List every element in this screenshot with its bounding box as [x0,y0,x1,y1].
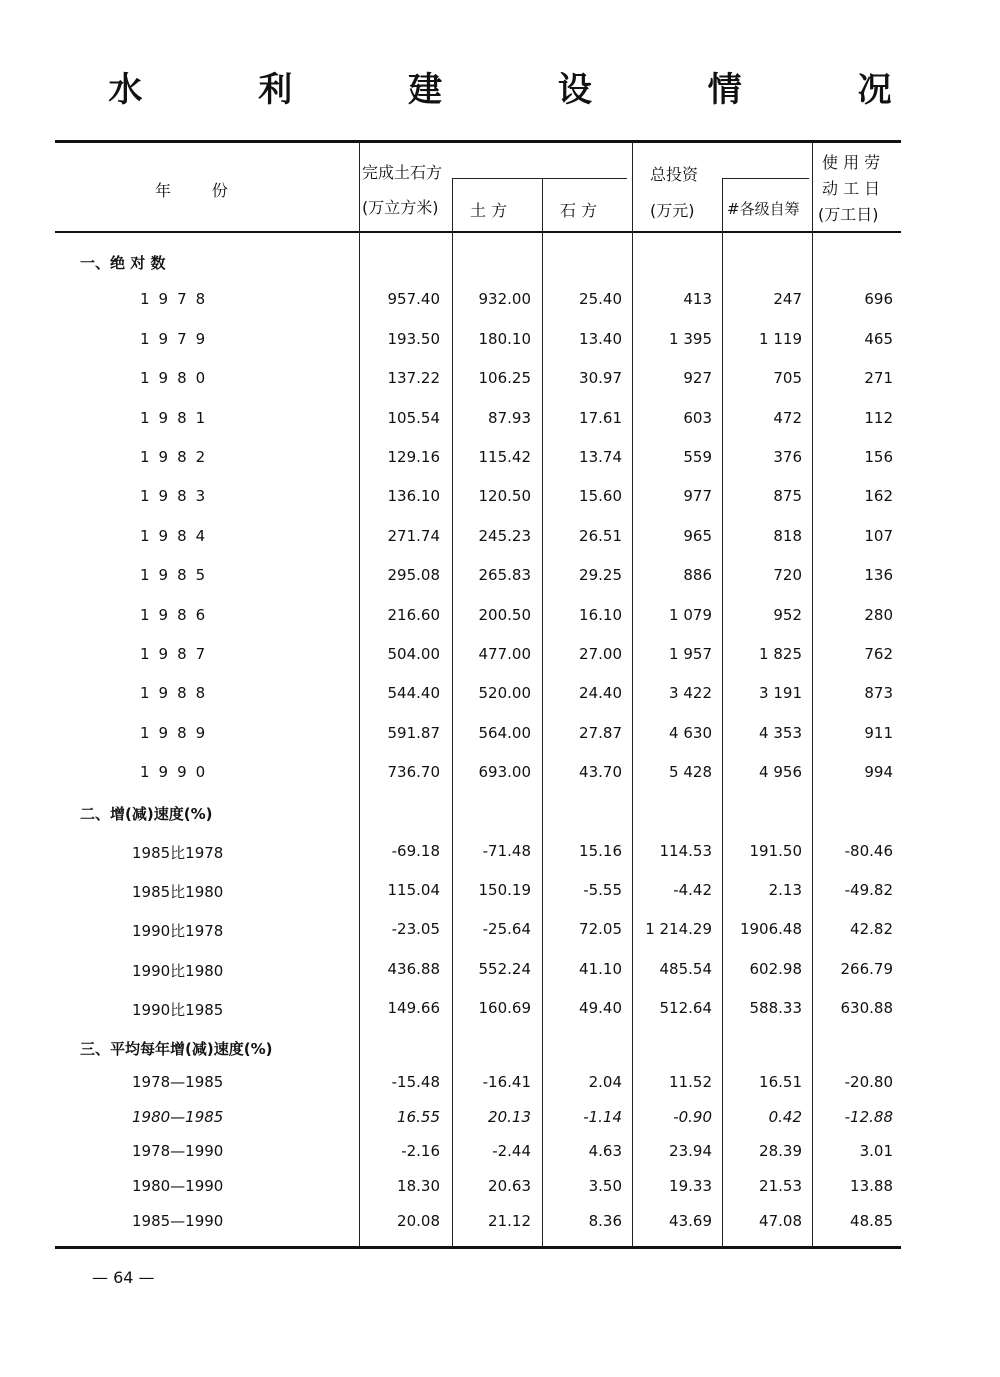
cell-stone: -5.55 [583,881,622,899]
header-earth: 土 方 [470,201,508,220]
cell-stone: 27.87 [579,724,622,742]
cell-total: -69.18 [391,842,440,860]
header-investment-unit: (万元) [650,201,695,220]
header-total-investment: 总投资 [650,165,699,184]
cell-investment: -0.90 [673,1108,712,1126]
cell-earth: 87.93 [488,409,531,427]
cell-earth: 265.83 [478,566,531,584]
cell-labor-days: 107 [864,527,893,545]
cell-earth: 477.00 [478,645,531,663]
row-period: 1985—1990 [132,1212,224,1230]
cell-total: 504.00 [387,645,440,663]
table-row [0,960,1000,982]
cell-stone: -1.14 [583,1108,622,1126]
header-completed-earthstone: 完成土石方 [362,163,443,182]
table-row [0,487,1000,509]
table-row [0,1142,1000,1164]
cell-labor-days: 162 [864,487,893,505]
cell-earth: 552.24 [478,960,531,978]
cell-total: 295.08 [387,566,440,584]
cell-stone: 4.63 [588,1142,622,1160]
cell-investment: 114.53 [659,842,712,860]
cell-investment: 1 214.29 [645,920,712,938]
cell-earth: -71.48 [482,842,531,860]
cell-self-raised: 720 [773,566,802,584]
cell-total: 136.10 [387,487,440,505]
row-comparison: 1990比1978 [132,922,224,940]
cell-total: 105.54 [387,409,440,427]
cell-investment: 485.54 [659,960,712,978]
cell-earth: 180.10 [478,330,531,348]
cell-self-raised: 21.53 [759,1177,802,1195]
table-row [0,999,1000,1021]
cell-labor-days: 271 [864,369,893,387]
cell-total: 18.30 [397,1177,440,1195]
cell-investment: 1 079 [669,606,712,624]
cell-earth: 200.50 [478,606,531,624]
row-period: 1978—1990 [132,1142,224,1160]
cell-self-raised: 1 119 [759,330,802,348]
cell-self-raised: 602.98 [749,960,802,978]
cell-earth: 115.42 [478,448,531,466]
cell-investment: 19.33 [669,1177,712,1195]
subheader-rule [452,178,627,179]
section-average-growth: 三、平均每年增(减)速度(%) [80,1040,273,1058]
cell-self-raised: 16.51 [759,1073,802,1091]
cell-investment: 1 395 [669,330,712,348]
row-period: 1978—1985 [132,1073,224,1091]
cell-stone: 2.04 [588,1073,622,1091]
cell-total: 16.55 [397,1108,440,1126]
table-row [0,684,1000,706]
cell-self-raised: 28.39 [759,1142,802,1160]
cell-self-raised: 2.13 [768,881,802,899]
cell-labor-days: 136 [864,566,893,584]
cell-self-raised: 191.50 [749,842,802,860]
cell-investment: 886 [683,566,712,584]
cell-total: 149.66 [387,999,440,1017]
cell-labor-days: 13.88 [850,1177,893,1195]
cell-stone: 27.00 [579,645,622,663]
table-row [0,881,1000,903]
cell-investment: 3 422 [669,684,712,702]
cell-self-raised: 247 [773,290,802,308]
header-bottom-rule [55,231,901,233]
cell-investment: 559 [683,448,712,466]
row-year: 1978 [140,290,215,308]
cell-stone: 41.10 [579,960,622,978]
cell-stone: 29.25 [579,566,622,584]
cell-labor-days: -12.88 [844,1108,893,1126]
cell-total: 115.04 [387,881,440,899]
cell-stone: 3.50 [588,1177,622,1195]
table-row [0,527,1000,549]
cell-total: 591.87 [387,724,440,742]
cell-self-raised: 47.08 [759,1212,802,1230]
cell-stone: 24.40 [579,684,622,702]
cell-self-raised: 818 [773,527,802,545]
cell-investment: 413 [683,290,712,308]
cell-stone: 17.61 [579,409,622,427]
row-comparison: 1990比1980 [132,962,224,980]
cell-earth: 120.50 [478,487,531,505]
cell-labor-days: 994 [864,763,893,781]
row-comparison: 1985比1980 [132,883,224,901]
cell-total: 216.60 [387,606,440,624]
row-comparison: 1990比1985 [132,1001,224,1019]
table-top-rule [55,140,901,143]
cell-labor-days: 266.79 [840,960,893,978]
cell-self-raised: 472 [773,409,802,427]
table-row [0,724,1000,746]
cell-labor-days: 3.01 [859,1142,893,1160]
cell-earth: 520.00 [478,684,531,702]
row-year: 1990 [140,763,215,781]
cell-labor-days: 873 [864,684,893,702]
row-year: 1982 [140,448,215,466]
row-year: 1983 [140,487,215,505]
table-row [0,763,1000,785]
cell-self-raised: 4 956 [759,763,802,781]
cell-earth: 245.23 [478,527,531,545]
cell-investment: 5 428 [669,763,712,781]
row-year: 1986 [140,606,215,624]
table-row [0,920,1000,942]
subheader-rule [722,178,809,179]
cell-self-raised: 4 353 [759,724,802,742]
section-absolute: 一、绝 对 数 [80,254,166,272]
cell-labor-days: -49.82 [844,881,893,899]
table-row [0,330,1000,352]
cell-investment: 4 630 [669,724,712,742]
table-row [0,1108,1000,1130]
cell-investment: 977 [683,487,712,505]
cell-stone: 72.05 [579,920,622,938]
cell-earth: 106.25 [478,369,531,387]
cell-total: -23.05 [391,920,440,938]
row-year: 1985 [140,566,215,584]
cell-stone: 15.16 [579,842,622,860]
table-row [0,290,1000,312]
cell-labor-days: 48.85 [850,1212,893,1230]
header-stone: 石 方 [560,201,598,220]
cell-earth: -25.64 [482,920,531,938]
cell-stone: 15.60 [579,487,622,505]
header-self-raised: #各级自筹 [727,200,800,218]
cell-stone: 43.70 [579,763,622,781]
cell-self-raised: 1 825 [759,645,802,663]
cell-self-raised: 376 [773,448,802,466]
cell-investment: 927 [683,369,712,387]
table-row [0,1212,1000,1234]
cell-total: 271.74 [387,527,440,545]
cell-stone: 13.40 [579,330,622,348]
cell-total: 544.40 [387,684,440,702]
row-year: 1984 [140,527,215,545]
cell-earth: 150.19 [478,881,531,899]
cell-stone: 49.40 [579,999,622,1017]
cell-total: 137.22 [387,369,440,387]
row-year: 1987 [140,645,215,663]
cell-investment: -4.42 [673,881,712,899]
cell-labor-days: -80.46 [844,842,893,860]
page-title: 水 利 建 设 情 况 [108,70,944,110]
cell-total: -2.16 [401,1142,440,1160]
cell-labor-days: 465 [864,330,893,348]
header-labor-line3: (万工日) [818,205,879,224]
cell-self-raised: 0.42 [768,1108,802,1126]
header-completed-unit: (万立方米) [362,198,439,217]
row-comparison: 1985比1978 [132,844,224,862]
cell-total: 736.70 [387,763,440,781]
cell-earth: 20.13 [488,1108,531,1126]
cell-total: 129.16 [387,448,440,466]
cell-total: -15.48 [391,1073,440,1091]
cell-earth: 932.00 [478,290,531,308]
table-row [0,1177,1000,1199]
table-row [0,566,1000,588]
row-year: 1979 [140,330,215,348]
header-year: 年 份 [155,181,228,200]
cell-labor-days: 280 [864,606,893,624]
cell-earth: 564.00 [478,724,531,742]
row-period: 1980—1990 [132,1177,224,1195]
cell-investment: 512.64 [659,999,712,1017]
cell-self-raised: 3 191 [759,684,802,702]
cell-self-raised: 705 [773,369,802,387]
table-row [0,369,1000,391]
cell-labor-days: -20.80 [844,1073,893,1091]
table-row [0,645,1000,667]
cell-labor-days: 156 [864,448,893,466]
cell-labor-days: 630.88 [840,999,893,1017]
cell-total: 957.40 [387,290,440,308]
cell-stone: 30.97 [579,369,622,387]
table-row [0,842,1000,864]
cell-earth: 693.00 [478,763,531,781]
cell-labor-days: 42.82 [850,920,893,938]
cell-earth: 20.63 [488,1177,531,1195]
cell-investment: 965 [683,527,712,545]
row-year: 1981 [140,409,215,427]
cell-self-raised: 588.33 [749,999,802,1017]
cell-stone: 13.74 [579,448,622,466]
table-row [0,448,1000,470]
cell-earth: -16.41 [482,1073,531,1091]
cell-stone: 25.40 [579,290,622,308]
cell-labor-days: 911 [864,724,893,742]
cell-total: 436.88 [387,960,440,978]
header-labor-line2: 动 工 日 [822,179,881,198]
table-row [0,1073,1000,1095]
cell-self-raised: 952 [773,606,802,624]
cell-stone: 26.51 [579,527,622,545]
row-period: 1980—1985 [132,1108,224,1126]
cell-self-raised: 875 [773,487,802,505]
table-row [0,409,1000,431]
cell-stone: 8.36 [588,1212,622,1230]
cell-labor-days: 762 [864,645,893,663]
cell-earth: 21.12 [488,1212,531,1230]
cell-investment: 603 [683,409,712,427]
cell-stone: 16.10 [579,606,622,624]
cell-labor-days: 696 [864,290,893,308]
table-bottom-rule [55,1246,901,1249]
cell-investment: 23.94 [669,1142,712,1160]
cell-investment: 1 957 [669,645,712,663]
cell-earth: -2.44 [492,1142,531,1160]
row-year: 1980 [140,369,215,387]
section-growth-rate: 二、增(减)速度(%) [80,805,213,823]
cell-investment: 43.69 [669,1212,712,1230]
row-year: 1989 [140,724,215,742]
cell-earth: 160.69 [478,999,531,1017]
row-year: 1988 [140,684,215,702]
page-number: — 64 — [92,1268,155,1287]
cell-total: 193.50 [387,330,440,348]
cell-total: 20.08 [397,1212,440,1230]
cell-labor-days: 112 [864,409,893,427]
cell-self-raised: 1906.48 [739,920,802,938]
table-row [0,606,1000,628]
cell-investment: 11.52 [669,1073,712,1091]
header-labor-line1: 使 用 劳 [822,153,881,172]
